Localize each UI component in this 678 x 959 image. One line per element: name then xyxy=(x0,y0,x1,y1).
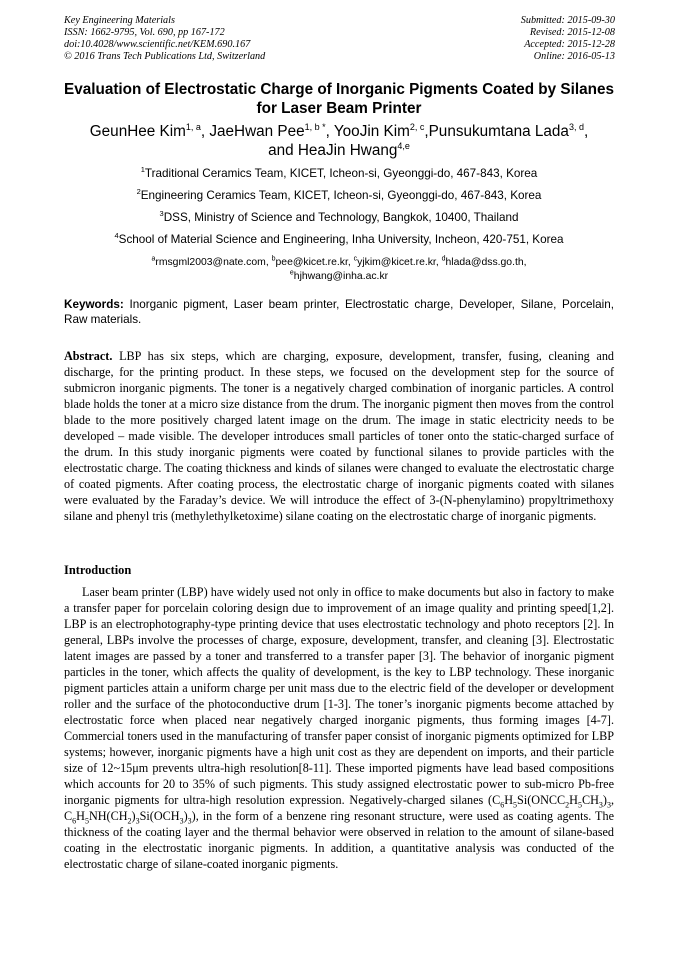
author-affiliation-marker: 1, a xyxy=(185,121,201,132)
doi-line: doi:10.4028/www.scientific.net/KEM.690.167 xyxy=(64,39,251,50)
author-name: YooJin Kim xyxy=(333,123,410,140)
author-name: and HeaJin Hwang xyxy=(268,142,398,159)
author-separator: , xyxy=(325,123,334,140)
formula-subscript: 6 xyxy=(72,816,77,826)
formula-text: ) xyxy=(131,809,136,823)
email-address: rmsgml2003@nate.com xyxy=(155,257,266,268)
formula-text: C xyxy=(492,793,501,807)
author-separator: , xyxy=(200,123,210,140)
affiliation-3 xyxy=(64,211,614,225)
formula-subscript: 3 xyxy=(187,816,192,826)
affiliation-1 xyxy=(64,167,614,181)
online-date: Online: 2016-05-13 xyxy=(533,51,615,62)
affiliation-marker: 2 xyxy=(136,187,141,197)
affiliation-marker: 4 xyxy=(114,231,119,241)
paper-title: Evaluation of Electrostatic Charge of Inorganic Pigments Coated by Silanes for Laser Beam Printer xyxy=(64,81,614,117)
author-affiliation-marker: 3, d xyxy=(568,121,584,132)
email-separator: , xyxy=(435,257,442,268)
formula-subscript: 2 xyxy=(127,816,132,826)
abstract-text: LBP has six steps, which are charging, exposure, development, transfer, fusing, cleaning and discharge, for the printing product. In these steps, we focused on the development step for the source of submicron inorganic pigments. The toner is a negatively charged combination of inorganic particles. A control blade holds the toner at a micro size distance from the drum. The inorganic pigment then moves from the control blade to the more positively charged latent image on the drum. The image in static electricity needs to be developed – made visible. The developer introduces small particles of toner onto the static-charged surface of the drum. In this study inorganic pigments were coated by functional silanes to provide particles with the electrostatic charge. The coating thickness and kinds of silanes were changed to evaluate the electrostatic charge of coated pigments. After coating process, the electrostatic charge of inorganic pigments coated with silanes were evaluated by the Faraday’s device. We will introduce the effect of 3-(N-phenylamino) propyltrimethoxy silane and phenyl tris (methylethylketoxime) silane coating on the electrostatic charge of inorganic pigments. xyxy=(64,349,615,523)
silane-formula-2 xyxy=(64,809,192,826)
formula-text: C xyxy=(64,809,73,823)
formula-subscript: 5 xyxy=(577,800,582,810)
silane-formula-1 xyxy=(492,793,611,810)
author-list xyxy=(64,122,614,160)
email-address: pee@kicet.re.kr xyxy=(275,257,348,268)
keywords-text: Inorganic pigment, Laser beam printer, Electrostatic charge, Developer, Silane, Porcelain, Raw materials. xyxy=(64,298,614,326)
keywords-label: Keywords: xyxy=(64,298,124,311)
email-marker: b xyxy=(271,255,276,263)
formula-subscript: 3 xyxy=(598,800,603,810)
email-list xyxy=(64,256,614,284)
formula-subscript: 3 xyxy=(179,816,184,826)
formula-subscript: 3 xyxy=(135,816,140,826)
formula-text: Si(ONCC xyxy=(517,793,566,807)
email-address: hlada@dss.go.th xyxy=(445,257,524,268)
formula-text: H xyxy=(569,793,578,807)
introduction-heading: Introduction xyxy=(64,563,132,577)
email-marker: e xyxy=(289,269,294,277)
formula-subscript: 6 xyxy=(500,800,505,810)
email-address: hjhwang@inha.ac.kr xyxy=(293,271,389,282)
formula-subscript: 5 xyxy=(513,800,518,810)
copyright-line: © 2016 Trans Tech Publications Ltd, Switzerland xyxy=(64,51,266,62)
formula-subscript: 2 xyxy=(565,800,570,810)
affiliation-2 xyxy=(64,189,614,203)
affiliation-text: Engineering Ceramics Team, KICET, Icheon-si, Gyeonggi-do, 467-843, Korea xyxy=(140,189,542,202)
author-name: GeunHee Kim xyxy=(89,123,186,140)
affiliation-marker: 1 xyxy=(140,165,145,175)
formula-text: CH xyxy=(581,793,599,807)
abstract-label: Abstract. xyxy=(64,349,113,363)
issn-line: ISSN: 1662-9795, Vol. 690, pp 167-172 xyxy=(64,27,225,38)
affiliation-4 xyxy=(64,233,614,247)
email-separator: , xyxy=(347,257,354,268)
revised-date: Revised: 2015-12-08 xyxy=(529,27,615,38)
formula-text: H xyxy=(76,809,85,823)
author-name: JaeHwan Pee xyxy=(209,123,305,140)
formula-text: H xyxy=(504,793,514,807)
email-separator: , xyxy=(265,257,272,268)
formula-text: NH(CH xyxy=(88,809,128,823)
affiliation-text: DSS, Ministry of Science and Technology, Bangkok, 10400, Thailand xyxy=(163,211,519,224)
introduction-text-part-1: Laser beam printer (LBP) have widely used not only in office to make documents but also in factory to make a transfer paper for porcelain coloring design due to improvement of an image quality and printing speed[1,2]. LBP is an electrophotography-type printing device that uses electrostatic technology and photo receptors [2]. In general, LBPs involve the processes of charge, exposure, development, transfer, and cleaning [3]. Electrostatic latent images are passed by a toner and transferred to a transfer paper [3]. The behavior of inorganic pigment particles in the toner, which affects the quality of development, is the key to LBP technology. These inorganic pigment particles attain a uniform charge per unit mass due to the electric field of the developer or development roller and the surface of the photoconductive drum [1-3]. The toner’s inorganic pigments become attached by electrostatic force when placed near negatively charged inorganic pigments, thus forming images [4-7]. Commercial toners used in the manufacturing of transfer paper consist of inorganic pigments optimized for LBP systems; however, inorganic pigments have a high unit cost as they are dependent on imports, and their particle size of 12~15μm prevents ultra-high resolution[8-11]. These imported pigments have lead based compositions which accounts for 20 to 35% of such pigments. This study assigned electrostatic power to sub-micro Pb-free inorganic pigments for ultra-high resolution expression. Negatively-charged silanes ( xyxy=(64,585,614,807)
formula-subscript: 5 xyxy=(84,816,89,826)
formula-subscript: 3 xyxy=(606,800,611,810)
dates-header xyxy=(521,15,615,63)
author-affiliation-marker: 2, c xyxy=(409,121,425,132)
affiliation-marker: 3 xyxy=(159,209,164,219)
formula-separator: , xyxy=(610,793,614,807)
author-affiliation-marker: 4,e xyxy=(397,140,410,151)
affiliation-text: Traditional Ceramics Team, KICET, Icheon-si, Gyeonggi-do, 467-843, Korea xyxy=(144,167,538,180)
introduction-paragraph xyxy=(64,584,614,872)
author-name: Punsukumtana Lada xyxy=(428,123,569,140)
formula-text: ) xyxy=(183,809,188,823)
email-separator: , xyxy=(523,257,527,268)
journal-header xyxy=(64,15,265,63)
journal-name: Key Engineering Materials xyxy=(64,15,175,26)
formula-text: Si(OCH xyxy=(139,809,180,823)
email-address: yjkim@kicet.re.kr xyxy=(357,257,436,268)
submitted-date: Submitted: 2015-09-30 xyxy=(520,15,615,26)
author-separator: , xyxy=(583,123,589,140)
formula-text: ) xyxy=(602,793,607,807)
author-affiliation-marker: 1, b * xyxy=(304,121,326,132)
keywords-paragraph xyxy=(64,297,614,327)
affiliation-text: School of Material Science and Engineering, Inha University, Incheon, 420-751, Korea xyxy=(118,233,564,246)
email-marker: c xyxy=(353,255,358,263)
email-marker: a xyxy=(151,255,156,263)
accepted-date: Accepted: 2015-12-28 xyxy=(524,39,615,50)
email-marker: d xyxy=(441,255,446,263)
abstract-paragraph xyxy=(64,348,614,524)
introduction-text-part-2: ), in the form of a benzene ring resonant structure, were used as coating agents. The thickness of the coating layer and the thermal behavior were observed in relation to the amount of silane-based coating in the electrostatic inorganic pigments. In addition, a quantitative analysis was conducted of the electrostatic charge of silane-coated inorganic pigments. xyxy=(64,809,614,871)
author-separator: , xyxy=(424,123,429,140)
